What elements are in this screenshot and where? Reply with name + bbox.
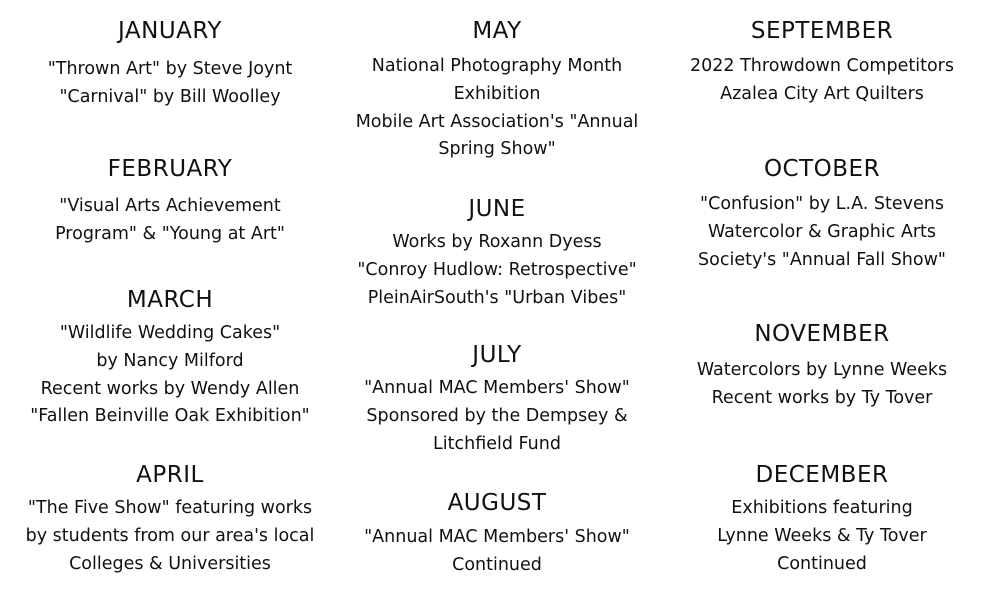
exhibition-list [672,357,972,413]
exhibition-list [20,56,320,112]
exhibition-line: Exhibitions featuring [731,498,913,518]
month-heading: APRIL [136,462,204,488]
exhibition-line: Program" & "Young at Art" [55,223,285,244]
month-march [20,289,320,431]
exhibition-line: "The Five Show" featuring works [27,498,313,518]
month-heading: DECEMBER [755,462,889,488]
exhibition-line: Recent works by Wendy Allen [40,378,300,399]
exhibition-line: "Carnival" by Bill Woolley [59,86,281,107]
month-february [20,158,320,249]
month-may [347,20,647,164]
exhibition-list [20,495,320,578]
exhibition-line: Society's "Annual Fall Show" [698,249,946,270]
exhibition-line: by Nancy Milford [96,350,244,371]
exhibition-line: 2022 Throwdown Competitors [690,56,954,76]
exhibition-line: Spring Show" [438,139,556,160]
exhibition-line: by students from our area's local [25,525,315,546]
month-june [347,198,647,312]
month-heading: NOVEMBER [754,321,890,347]
month-january [20,20,320,112]
exhibition-line: Recent works by Ty Tover [711,387,933,408]
exhibition-line: Colleges & Universities [69,553,271,574]
month-heading: OCTOBER [763,156,881,182]
month-heading: SEPTEMBER [750,18,894,44]
exhibition-line: Continued [777,553,867,574]
exhibition-line: "Conroy Hudlow: Retrospective" [357,259,637,280]
month-heading: JANUARY [118,18,222,44]
exhibition-list [347,229,647,312]
exhibition-line: "Confusion" by L.A. Stevens [700,194,944,214]
exhibition-line: Lynne Weeks & Ty Tover [717,525,927,546]
month-december [672,464,972,578]
month-july [347,344,647,458]
exhibition-list [672,495,972,578]
exhibition-line: Watercolors by Lynne Weeks [696,360,948,380]
exhibition-line: "Thrown Art" by Steve Joynt [47,59,293,79]
exhibition-list [347,524,647,580]
exhibition-list [672,191,972,274]
exhibition-line: "Visual Arts Achievement [59,196,281,216]
month-september [672,20,972,109]
exhibition-line: "Annual MAC Members' Show" [364,527,630,547]
exhibition-line: Continued [452,554,542,575]
exhibition-list [347,53,647,164]
exhibition-list [672,53,972,109]
exhibition-line: "Fallen Beinville Oak Exhibition" [30,406,310,427]
month-heading: MARCH [126,287,214,313]
exhibition-list [347,375,647,458]
month-heading: AUGUST [447,490,547,516]
month-october [672,158,972,274]
month-heading: JULY [472,342,522,368]
exhibition-line: Azalea City Art Quilters [720,83,924,104]
exhibition-line: Mobile Art Association's "Annual [355,111,639,132]
exhibition-line: "Wildlife Wedding Cakes" [59,323,281,343]
exhibition-line: Watercolor & Graphic Arts [707,221,937,242]
exhibition-line: Sponsored by the Dempsey & [366,405,628,426]
month-heading: FEBRUARY [107,156,233,182]
exhibition-line: Litchfield Fund [433,433,561,454]
exhibition-line: "Annual MAC Members' Show" [364,378,630,398]
exhibition-line: PleinAirSouth's "Urban Vibes" [367,287,627,308]
month-heading: MAY [472,18,522,44]
month-april [20,464,320,578]
month-november [672,323,972,413]
exhibition-line: Works by Roxann Dyess [392,232,602,252]
month-heading: JUNE [468,196,526,222]
exhibition-list [20,320,320,431]
exhibition-list [20,193,320,249]
exhibition-line: Exhibition [453,83,541,104]
month-august [347,492,647,580]
exhibition-line: National Photography Month [371,56,623,76]
